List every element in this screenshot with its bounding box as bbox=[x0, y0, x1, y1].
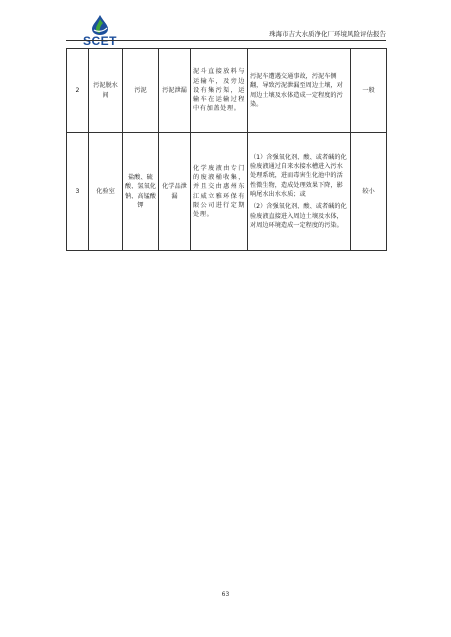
risk-level: 一般 bbox=[351, 49, 387, 133]
header-divider bbox=[66, 40, 386, 41]
row-number: 3 bbox=[67, 133, 89, 251]
risk-type: 污泥泄漏 bbox=[159, 49, 191, 133]
risk-level: 较小 bbox=[351, 133, 387, 251]
logo bbox=[70, 14, 130, 48]
table-row bbox=[67, 133, 387, 251]
consequence-text: 污泥车遭遇交通事故，污泥车侧翻，导致污泥泄漏至周边土壤，对周边土壤及水体造成一定程度的污染。 bbox=[250, 72, 343, 108]
consequence-text: （2）含强氧化剂、酸、或者碱的化验废液直接进入周边土壤及水体，对周边环境造成一定程度的污染。 bbox=[250, 203, 347, 229]
logo-text: SCET bbox=[82, 34, 117, 48]
risk-table bbox=[66, 48, 387, 251]
row-number: 2 bbox=[67, 49, 89, 133]
risk-substance: 盐酸、硫酸、氢氧化钠、高锰酸钾 bbox=[123, 133, 159, 251]
risk-unit: 化验室 bbox=[89, 133, 123, 251]
prevention-measures: 泥斗直接放料与运输车，及旁边设有集污渠，运输车在运输过程中有加盖处理。 bbox=[191, 49, 248, 133]
prevention-measures: 化学废液由专门的废液桶收集，并且交由惠州东江威立雅环保有限公司进行定期处理。 bbox=[191, 133, 248, 251]
drop-logo-icon bbox=[70, 14, 130, 36]
consequence-text: （1）含强氧化剂、酸、或者碱的化验废液通过自来水接水槽进入污水处理系统，进而毒害生化池中的活性微生物，造成处理效果下降，影响尾水出水水质；或 bbox=[250, 153, 347, 198]
consequences bbox=[248, 133, 351, 251]
risk-type: 化学品泄漏 bbox=[159, 133, 191, 251]
page-number: 63 bbox=[221, 591, 230, 598]
consequences bbox=[248, 49, 351, 133]
table-row bbox=[67, 49, 387, 133]
risk-unit: 污泥脱水间 bbox=[89, 49, 123, 133]
page-header-title: 珠海市吉大水质净化厂环境风险评估报告 bbox=[269, 30, 386, 38]
risk-substance: 污泥 bbox=[123, 49, 159, 133]
